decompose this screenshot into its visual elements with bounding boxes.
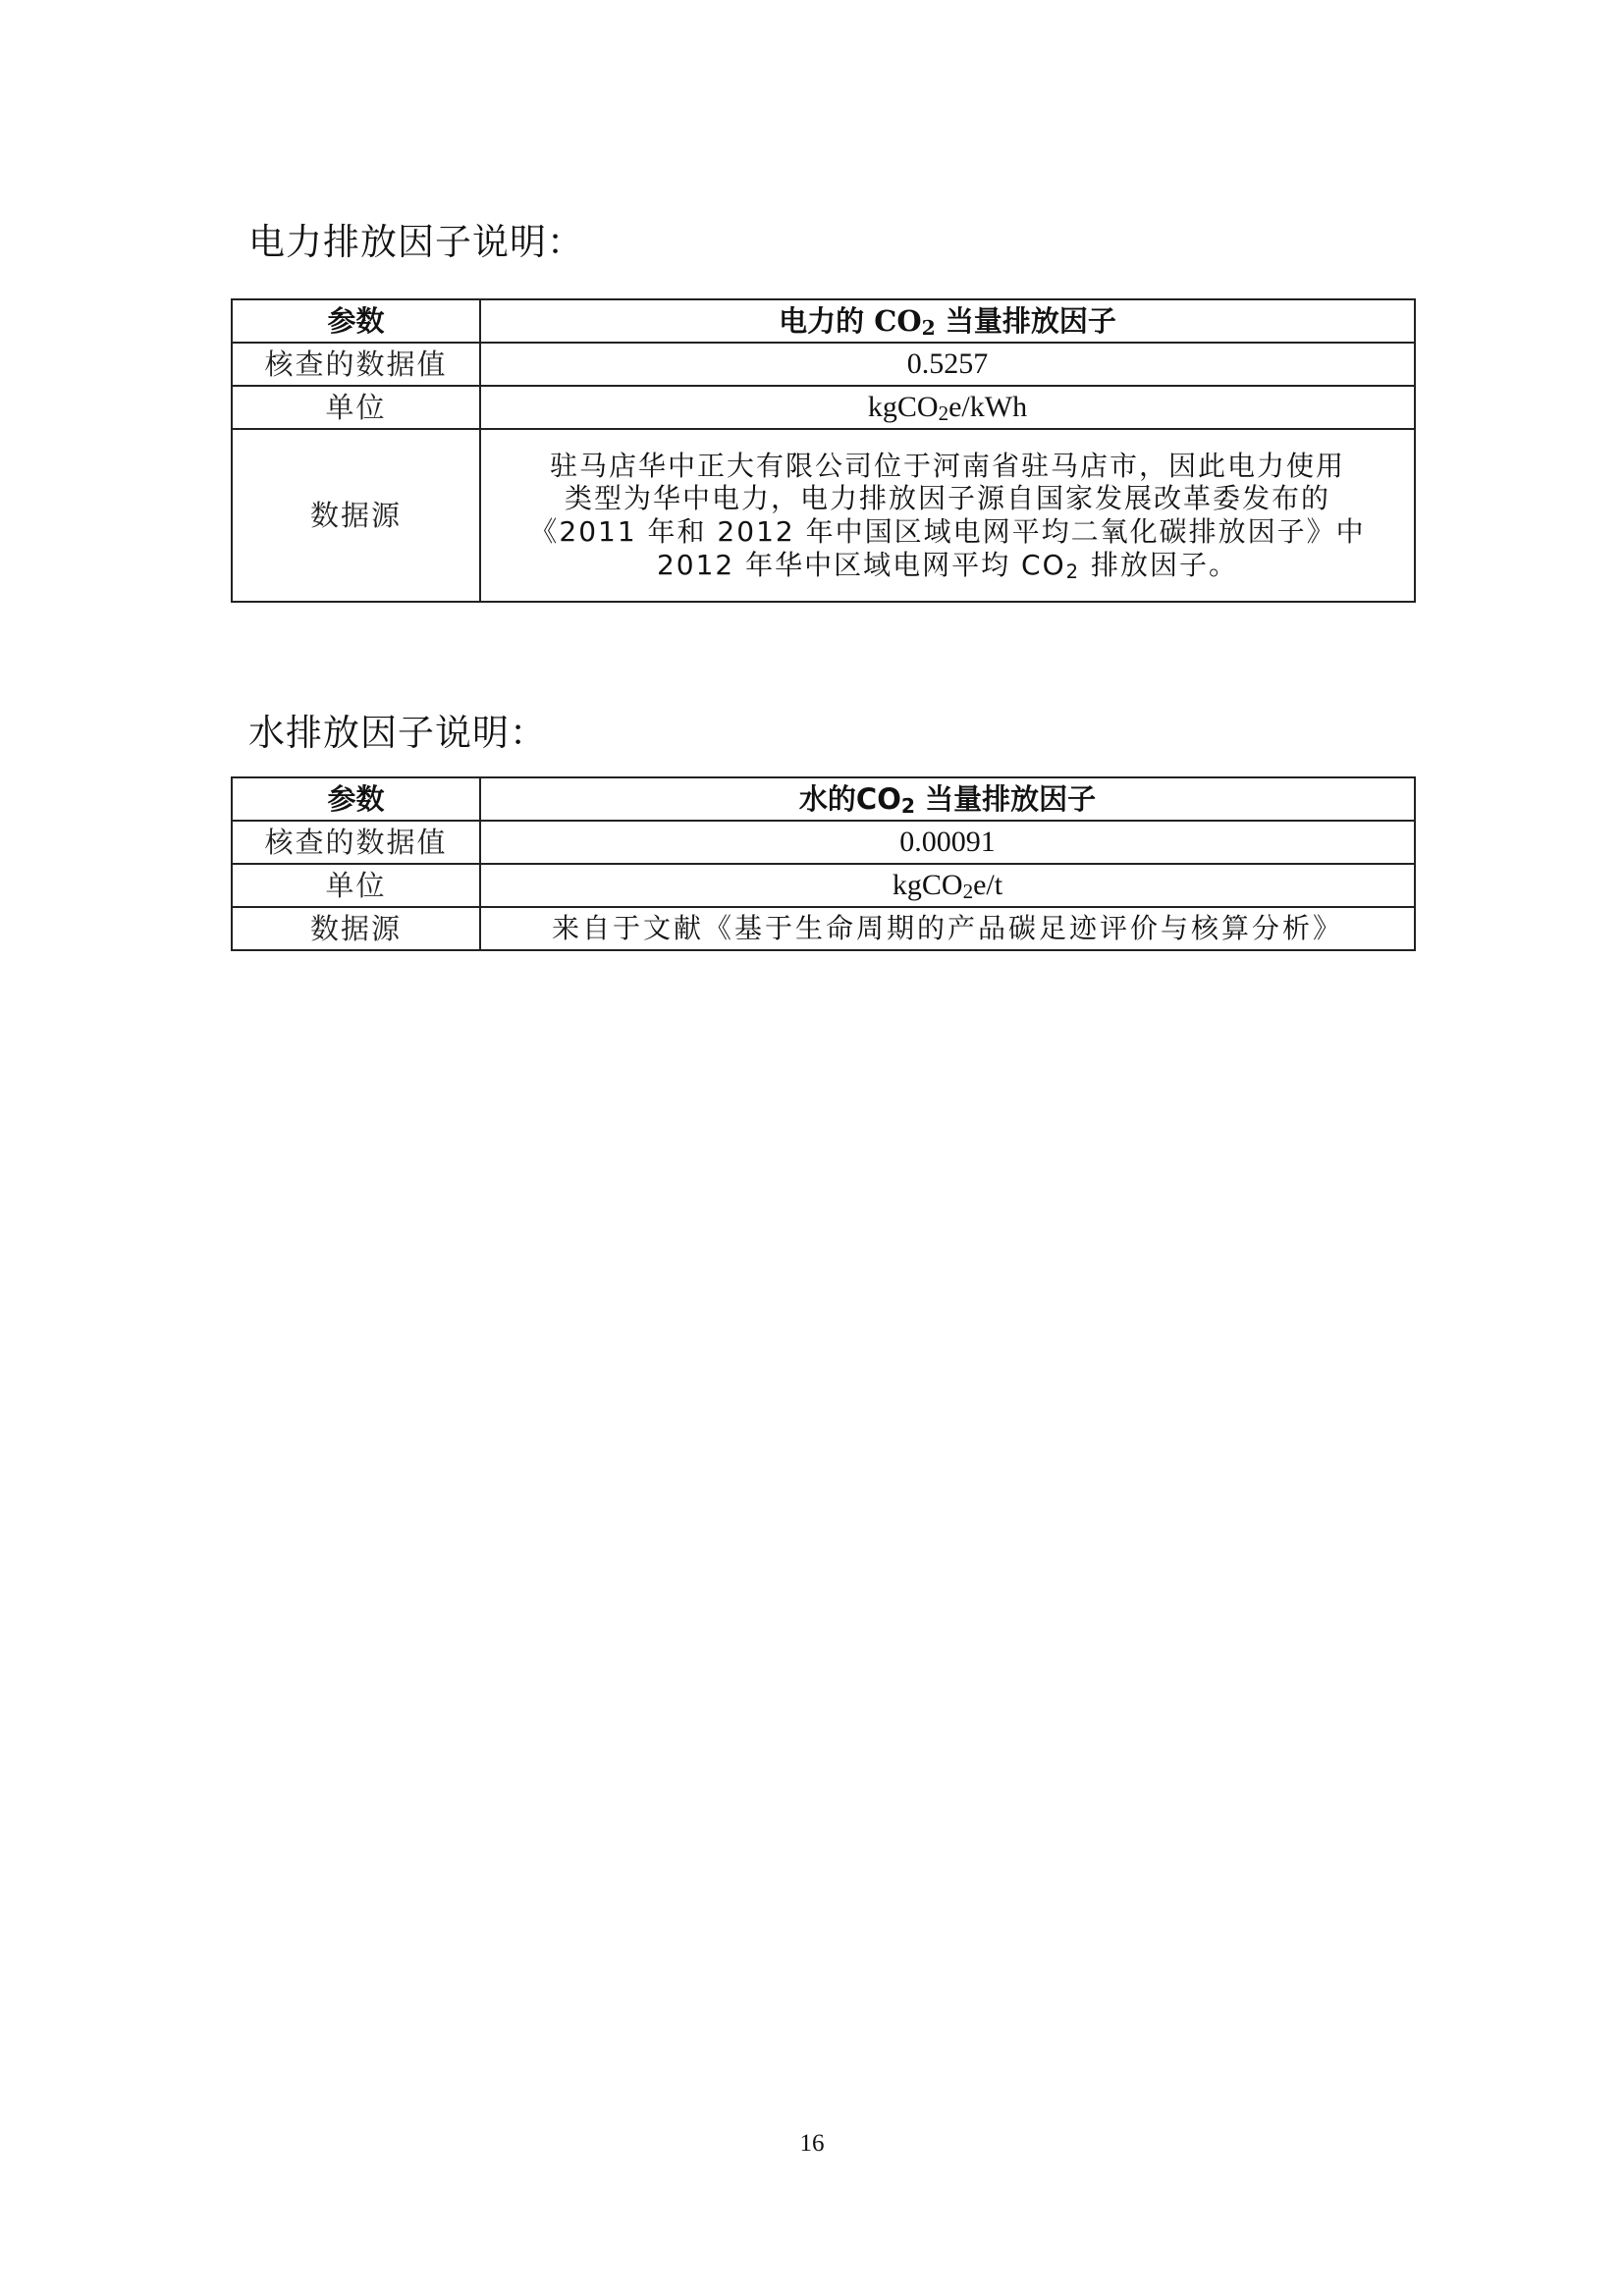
table-row xyxy=(232,343,1415,386)
source-line: 《2011 年和 2012 年中国区域电网平均二氧化碳排放因子》中 xyxy=(529,515,1366,548)
param-header: 参数 xyxy=(232,777,480,821)
table-row xyxy=(232,864,1415,907)
source-line: 类型为华中电力，电力排放因子源自国家发展改革委发布的 xyxy=(564,482,1330,515)
unit-value: kgCO$_2$e/t xyxy=(480,864,1415,907)
factor-header: 电力的 $CO_2$ 当量排放因子 xyxy=(480,299,1415,343)
water-factor-table xyxy=(231,776,1416,951)
table-row xyxy=(232,386,1415,429)
table-row xyxy=(232,907,1415,950)
source-text xyxy=(480,429,1415,602)
table-header-row xyxy=(232,777,1415,821)
electricity-section-title: 电力排放因子说明： xyxy=(248,221,584,263)
source-text: 来自于文献《基于生命周期的产品碳足迹评价与核算分析》 xyxy=(480,907,1415,950)
checked-value: 0.5257 xyxy=(480,343,1415,386)
source-label: 数据源 xyxy=(232,429,480,602)
checked-value-label: 核查的数据值 xyxy=(232,343,480,386)
checked-value-label: 核查的数据值 xyxy=(232,821,480,864)
table-header-row xyxy=(232,299,1415,343)
water-section-title: 水排放因子说明： xyxy=(248,712,547,754)
unit-label: 单位 xyxy=(232,386,480,429)
source-line: 2012 年华中区域电网平均 $CO_2$ 排放因子。 xyxy=(656,548,1239,583)
table-row xyxy=(232,821,1415,864)
factor-header: 水的$CO_2$ 当量排放因子 xyxy=(480,777,1415,821)
param-header: 参数 xyxy=(232,299,480,343)
source-label: 数据源 xyxy=(232,907,480,950)
table-row xyxy=(232,429,1415,602)
unit-value: kgCO$_2$e/kWh xyxy=(480,386,1415,429)
unit-label: 单位 xyxy=(232,864,480,907)
checked-value: 0.00091 xyxy=(480,821,1415,864)
source-line: 驻马店华中正大有限公司位于河南省驻马店市，因此电力使用 xyxy=(549,449,1345,482)
electricity-factor-table xyxy=(231,298,1416,603)
page-number: 16 xyxy=(799,2130,825,2157)
